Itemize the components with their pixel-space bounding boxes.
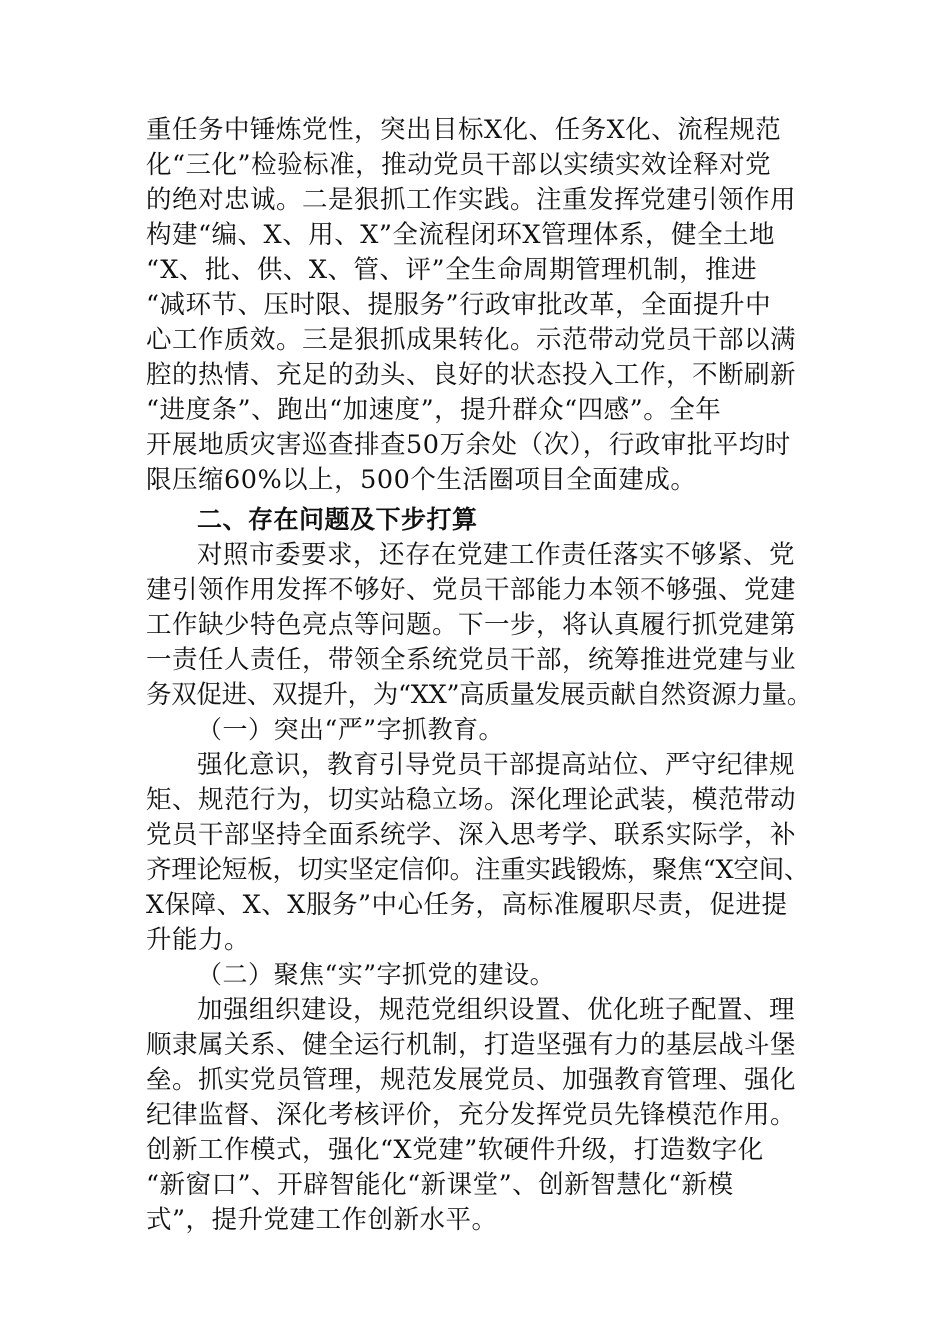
body-line: 构建“编、X、用、X”全流程闭环X管理体系，健全土地 xyxy=(146,220,776,250)
body-line: “X、批、供、X、管、评”全生命周期管理机制，推进 xyxy=(146,255,758,285)
paragraph-first-line: 对照市委要求，还存在党建工作责任落实不够紧、党 xyxy=(197,540,796,570)
body-line: 建引领作用发挥不够好、党员干部能力本领不够强、党建 xyxy=(146,575,797,605)
paragraph-first-line: 强化意识，教育引导党员干部提高站位、严守纪律规 xyxy=(197,750,796,780)
body-line: 创新工作模式，强化“X党建”软硬件升级，打造数字化 xyxy=(146,1135,764,1165)
paragraph-first-line: 加强组织建设，规范党组织设置、优化班子配置、理 xyxy=(197,995,796,1025)
section-heading: 二、存在问题及下步打算 xyxy=(197,505,478,534)
body-line: “进度条”、跑出“加速度”，提升群众“四感”。全年 xyxy=(146,395,722,425)
body-line: 升能力。 xyxy=(146,925,251,955)
body-line: 党员干部坚持全面系统学、深入思考学、联系实际学，补 xyxy=(146,820,797,850)
body-line: 工作缺少特色亮点等问题。下一步，将认真履行抓党建第 xyxy=(146,610,797,640)
body-line: “新窗口”、开辟智能化“新课堂”、创新智慧化“新模 xyxy=(146,1170,734,1200)
body-line: 的绝对忠诚。二是狠抓工作实践。注重发挥党建引领作用 xyxy=(146,185,797,215)
body-line: 纪律监督、深化考核评价，充分发挥党员先锋模范作用。 xyxy=(146,1100,797,1130)
body-line: 重任务中锤炼党性，突出目标X化、任务X化、流程规范 xyxy=(146,115,782,145)
body-line: 式”，提升党建工作创新水平。 xyxy=(146,1205,498,1235)
body-line: 矩、规范行为，切实站稳立场。深化理论武装，模范带动 xyxy=(146,785,797,815)
body-line: 一责任人责任，带领全系统党员干部，统筹推进党建与业 xyxy=(146,645,797,675)
body-line: 齐理论短板，切实坚定信仰。注重实践锻炼，聚焦“X空间、 xyxy=(146,855,810,885)
body-line: 务双促进、双提升，为“XX”高质量发展贡献自然资源力量。 xyxy=(146,680,812,710)
body-line: 限压缩60%以上，500个生活圈项目全面建成。 xyxy=(146,465,697,495)
body-line: X保障、X、X服务”中心任务，高标准履职尽责，促进提 xyxy=(146,890,788,920)
subsection-heading: （一）突出“严”字抓教育。 xyxy=(197,715,505,744)
body-line: 顺隶属关系、健全运行机制，打造坚强有力的基层战斗堡 xyxy=(146,1030,797,1060)
body-line: 开展地质灾害巡查排查50万余处（次），行政审批平均时 xyxy=(146,430,791,460)
body-line: 心工作质效。三是狠抓成果转化。示范带动党员干部以满 xyxy=(146,325,797,355)
body-line: “减环节、压时限、提服务”行政审批改革，全面提升中 xyxy=(146,290,772,320)
body-line: 垒。抓实党员管理，规范发展党员、加强教育管理、强化 xyxy=(146,1065,797,1095)
body-line: 化“三化”检验标准，推动党员干部以实绩实效诠释对党 xyxy=(146,150,772,180)
subsection-heading: （二）聚焦“实”字抓党的建设。 xyxy=(197,960,556,989)
body-line: 腔的热情、充足的劲头、良好的状态投入工作，不断刷新 xyxy=(146,360,797,390)
